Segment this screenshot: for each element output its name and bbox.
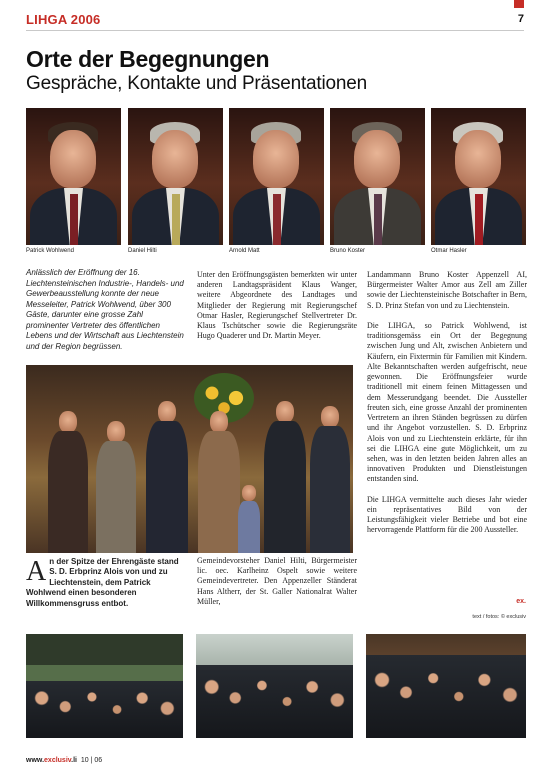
portrait-photo xyxy=(330,108,425,245)
photo-person xyxy=(96,413,136,553)
photo-child xyxy=(238,481,260,553)
photo-person xyxy=(48,403,88,553)
article-intro: Anlässlich der Eröffnung der 16. Liechtensteinischen Industrie-, Handels- und Gewerbeausstellung konnte der neue Messeleiter, Patrick Wohlwend, über 300 Gäste, darunter eine grosse Zahl prominenter Vertreter des öffentlichen Lebens und der Wirtschaft aus Liechtenstein und der Region begrüssen. xyxy=(26,268,184,351)
group-photo xyxy=(26,365,353,553)
body-paragraph: Die LIHGA, so Patrick Wohlwend, ist traditionsgemäss ein Ort der Begegnung zwischen Jung und Alt, zwischen Anbietern und Käufern, ein Fixtermin für Familien mit Kindern. Alte Bekanntschaften werden aufgefrischt, neue gewonnen. Die Eröffnungsfeier wurde traditionell mit einem feinen Mittagessen und dem Messerundgang beendet. Die Aussteller freuten sich, eine grosse Anzahl der prominenten Vertretern an ihren Ständen begrüssen zu dürfen und ihr Angebot vorzustellen. S. D. Erbprinz Alois von und zu Liechtenstein erklärte, für ihn sei die LIHGA eine gute Möglichkeit, um zu sehen, was in den letzten beiden Jahren alles an innovativen Produkten und Dienstleistungen entstanden sind. xyxy=(367,320,527,484)
footer xyxy=(26,757,102,764)
footer-url-prefix: www. xyxy=(26,757,45,764)
photo-caption xyxy=(26,557,186,609)
event-photo-audience xyxy=(366,634,526,738)
portrait-caption: Patrick Wohlwend xyxy=(26,248,74,254)
body-column-3: Gemeindevorsteher Daniel Hilti, Bürgermeister lic. oec. Karlheinz Ospelt sowie weitere Gemeindevertreter. Den Appenzeller Ständerat Hans Altherr, der St. Galler Nationalrat Walter Müller, xyxy=(197,556,357,606)
magazine-section-title: LIHGA 2006 xyxy=(26,12,101,27)
corner-tab xyxy=(514,0,524,8)
portrait-caption: Arnold Matt xyxy=(229,248,260,254)
body-paragraph: Die LIHGA vermittelte auch dieses Jahr wieder ein repräsentatives Bild von der Leistungsfähigkeit vieler Betriebe und bot eine hervorragende Plattform für die 200 Aussteller. xyxy=(367,494,527,535)
event-photo-tent xyxy=(26,634,183,738)
footer-url-suffix: .li xyxy=(71,757,77,764)
portrait-caption: Bruno Koster xyxy=(330,248,366,254)
portrait-photo xyxy=(26,108,121,245)
body-column-2 xyxy=(367,270,527,546)
exclusiv-mark: ex. xyxy=(516,598,526,605)
article-subtitle: Gespräche, Kontakte und Präsentationen xyxy=(26,73,367,94)
portrait-photo xyxy=(431,108,526,245)
photo-person xyxy=(310,398,350,553)
event-photo-guests xyxy=(196,634,353,738)
portrait-photo xyxy=(229,108,324,245)
photo-person xyxy=(198,403,240,553)
body-paragraph: Landammann Bruno Koster Appenzell AI, Bürgermeister Walter Amor aus Zell am Ziller sowie der Liechtensteinische Botschafter in Bern, S. D. Prinz Stefan von und zu Liechtenstein. xyxy=(367,270,527,310)
body-column-1: Unter den Eröffnungsgästen bemerkten wir unter anderen Landtagspräsident Klaus Wanger, weitere Abgeordnete des Landtages und Mitglieder der Regierung mit Regierungschef Otmar Hasler, Regierungschef Stellvertreter Dr. Klaus Tschütscher sowie die Regierungsräte Hugo Quaderer und Dr. Martin Meyer. xyxy=(197,270,357,341)
photo-person xyxy=(264,393,306,553)
portrait-photo xyxy=(128,108,223,245)
credit-text: text / fotos: © exclusiv xyxy=(472,614,526,620)
photo-person xyxy=(146,393,188,553)
portrait-caption: Daniel Hilti xyxy=(128,248,157,254)
portrait-caption: Otmar Hasler xyxy=(431,248,467,254)
footer-url-brand: exclusiv xyxy=(44,757,72,764)
header-rule xyxy=(26,30,524,31)
footer-issue: 10 | 06 xyxy=(80,757,103,764)
article-title: Orte der Begegnungen xyxy=(26,46,270,72)
photo-credit xyxy=(418,598,526,623)
page-number: 7 xyxy=(517,13,524,25)
drop-cap: A xyxy=(26,556,47,587)
photo-caption-text: n der Spitze der Ehrengäste stand S. D. Erbprinz Alois von und zu Liechtenstein, dem Patrick Wohlwend einen besonderen Willkommensgruss entbot. xyxy=(26,557,179,608)
